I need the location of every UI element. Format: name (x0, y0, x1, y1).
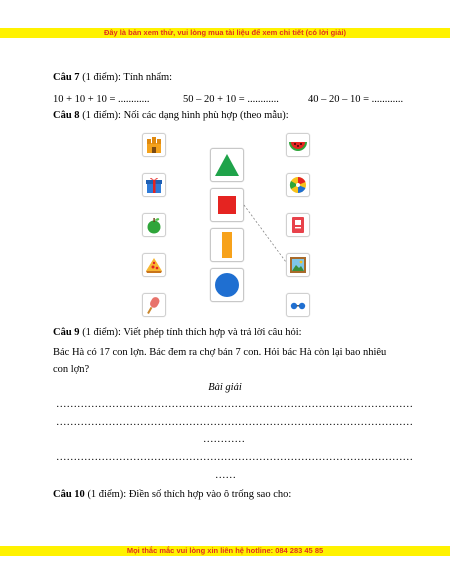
header-banner-text: Đây là bản xem thử, vui lòng mua tài liệu để xem chi tiết (có lời giải) (103, 28, 347, 37)
question-10-title (53, 489, 291, 500)
question-9-points: (1 điểm): Viết phép tính thích hợp và trả lời câu hỏi: (79, 327, 302, 338)
footer-banner-text: Mọi thắc mắc vui lòng xin liên hệ hotline: 084 283 45 85 (126, 546, 324, 555)
answer-line-2[interactable]: ………………………………………………………………………………………… (56, 417, 413, 428)
question-7-label: Câu 7 (53, 72, 80, 83)
q9-problem-line-1: Bác Hà có 17 con lợn. Bác đem ra chợ bán 7 con. Hỏi bác Hà còn lại bao nhiêu (53, 347, 387, 358)
q9-problem-line-2: con lợn? (53, 364, 90, 375)
book-icon-box[interactable] (286, 213, 310, 237)
q7-expr-1: 10 + 10 + 10 = ............ (53, 94, 150, 105)
glasses-icon (287, 294, 309, 316)
beach-ball-icon (287, 174, 309, 196)
question-7-points: (1 điểm): Tính nhẩm: (79, 72, 173, 83)
watermelon-slice-icon (287, 134, 309, 156)
question-9-label: Câu 9 (53, 327, 80, 338)
question-9-title (53, 327, 302, 338)
picture-frame-icon-box[interactable] (286, 253, 310, 277)
question-10-label: Câu 10 (53, 489, 85, 500)
beach-ball-icon-box[interactable] (286, 173, 310, 197)
answer-line-1[interactable]: ………………………………………………………………………………………… (56, 399, 413, 410)
book-icon (287, 214, 309, 236)
watermelon-slice-icon-box[interactable] (286, 133, 310, 157)
q7-expr-3: 40 – 20 – 10 = ............ (308, 94, 404, 105)
answer-line-3[interactable]: ………… (203, 434, 245, 445)
solution-title: Bài giải (208, 382, 242, 393)
answer-line-5[interactable]: …… (215, 470, 236, 481)
glasses-icon-box[interactable] (286, 293, 310, 317)
footer-banner (0, 546, 450, 556)
question-8-label: Câu 8 (53, 110, 80, 121)
question-10-points: (1 điểm): Điền số thích hợp vào ô trống sao cho: (84, 489, 292, 500)
q7-expr-2: 50 – 20 + 10 = ............ (183, 94, 279, 105)
question-8-points: (1 điểm): Nối các dạng hình phù hợp (theo mẫu): (79, 110, 289, 121)
answer-line-4[interactable]: ………………………………………………………………………………………… (56, 452, 413, 463)
picture-frame-icon (287, 254, 309, 276)
